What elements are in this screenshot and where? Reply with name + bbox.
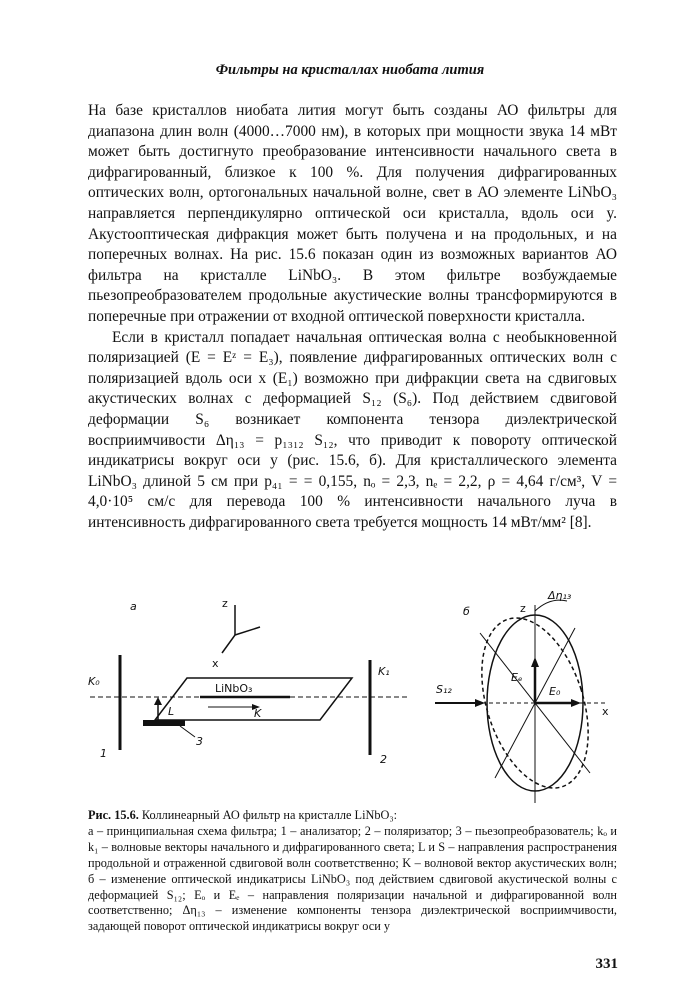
caption-text: а – принципиальная схема фильтра; 1 – анализатор; 2 – поляризатор; 3 – пьезопреобразователь; kₒ и k₁ – волновые векторы начального и дифрагированного света; L и S – направления распространения продольной и отраженной сдвиговой волн соответственно; K – волновой вектор акустических волн; б – изменение оптической индикатрисы LiNbO₃ под действием сдвиговой акустической волны с деформацией S₁₂; Eₒ и Eₑ – направления поляризации начальной и дифрагированной волн соответственно; Δη₁₃ – изменение компоненты тензора диэлектрической восприимчивости, задающей поворот оптической индикатрисы вокруг оси y — [88, 823, 617, 934]
axis-x-line — [222, 635, 235, 653]
s12-label: S₁₂ — [436, 683, 452, 696]
s12-arrow-head — [475, 699, 485, 707]
axis-z-label: z — [222, 597, 228, 610]
dn13-label: Δη₁₃ — [548, 589, 572, 602]
page-number: 331 — [595, 956, 618, 972]
crystal-label: LiNbO₃ — [215, 682, 253, 695]
k0-label: K₀ — [88, 675, 100, 688]
l-label: L — [168, 705, 175, 718]
caption-title: Коллинеарный АО фильтр на кристалле LiNbO₃: — [141, 808, 398, 822]
figure-15-6 — [80, 585, 640, 805]
panel-a-label: а — [130, 600, 137, 613]
transducer — [143, 720, 185, 726]
paragraph-2: Если в кристалл попадает начальная оптическая волна с необыкновенной поляризацией (E = Eᶻ = E₃), появление дифрагированных оптических волн с поляризацией вдоль оси x (E₁) возможно при дифракции света на сдвиговых акустических волнах с деформацией S₁₂ (S₆). Под действием сдвиговой деформации S₆ возникает компонента тензора диэлектрической восприимчивости Δη₁₃ = p₁₃₁₂ S₁₂, что приводит к повороту оптической индикатрисы вокруг оси y (рис. 15.6, б). Для кристаллического элемента LiNbO₃ длиной 5 см при p₄₁ = = 0,155, nₒ = 2,3, nₑ = 2,2, ρ = 4,64 г/см³, V = 4,0·10⁵ см/с для перевода 100 % интенсивности начального луча в интенсивность дифрагированного света требуется мощность 14 мВт/мм² [8]. — [88, 328, 617, 531]
panel-b-label: б — [463, 605, 470, 618]
ee-vector-head — [531, 657, 539, 667]
caption-label: Рис. 15.6. — [88, 808, 139, 822]
e0-vector-head — [571, 699, 581, 707]
axis-y-line — [235, 627, 260, 635]
k-label: K — [254, 707, 262, 720]
figure-diagram — [80, 585, 640, 805]
e0-label: E₀ — [549, 685, 561, 698]
paragraph-1: На базе кристаллов ниобата лития могут быть созданы АО фильтры для диапазона длин волн (4000…7000 нм), в которых при мощности звука 14 мВт может быть достигнуто преобразование интенсивности начального света в дифрагированный, близкое к 100 %. Для получения дифрагированных оптических волн, ортогональных начальной волне, свет в АО элементе LiNbO₃ направляется перпендикулярно оптической оси кристалла, вдоль оси y. Акустооптическая дифракция может быть получена и на продольных, и на поперечных волнах. На рис. 15.6 показан один из возможных вариантов АО фильтра на кристалле LiNbO₃. В этом фильтре возбуждаемые пьезопреобразователем продольные акустические волны трансформируются в поперечные при отражении от входной оптической поверхности кристалла. — [88, 102, 617, 325]
ee-label: Eₑ — [511, 671, 523, 684]
label-2: 2 — [380, 753, 387, 766]
k1-label: K₁ — [378, 665, 390, 678]
transducer-leader — [180, 726, 195, 737]
indicatrix-group — [462, 604, 608, 803]
figure-caption — [88, 808, 617, 935]
axis-x-label: x — [212, 657, 219, 670]
body-text — [88, 101, 617, 533]
axis-z-b-label: z — [520, 602, 526, 615]
section-heading: Фильтры на кристаллах ниобата лития — [215, 62, 485, 78]
label-3: 3 — [196, 735, 203, 748]
label-1: 1 — [100, 747, 107, 760]
l-arrow-head — [154, 697, 162, 705]
axis-x-b-label: x — [602, 705, 609, 718]
